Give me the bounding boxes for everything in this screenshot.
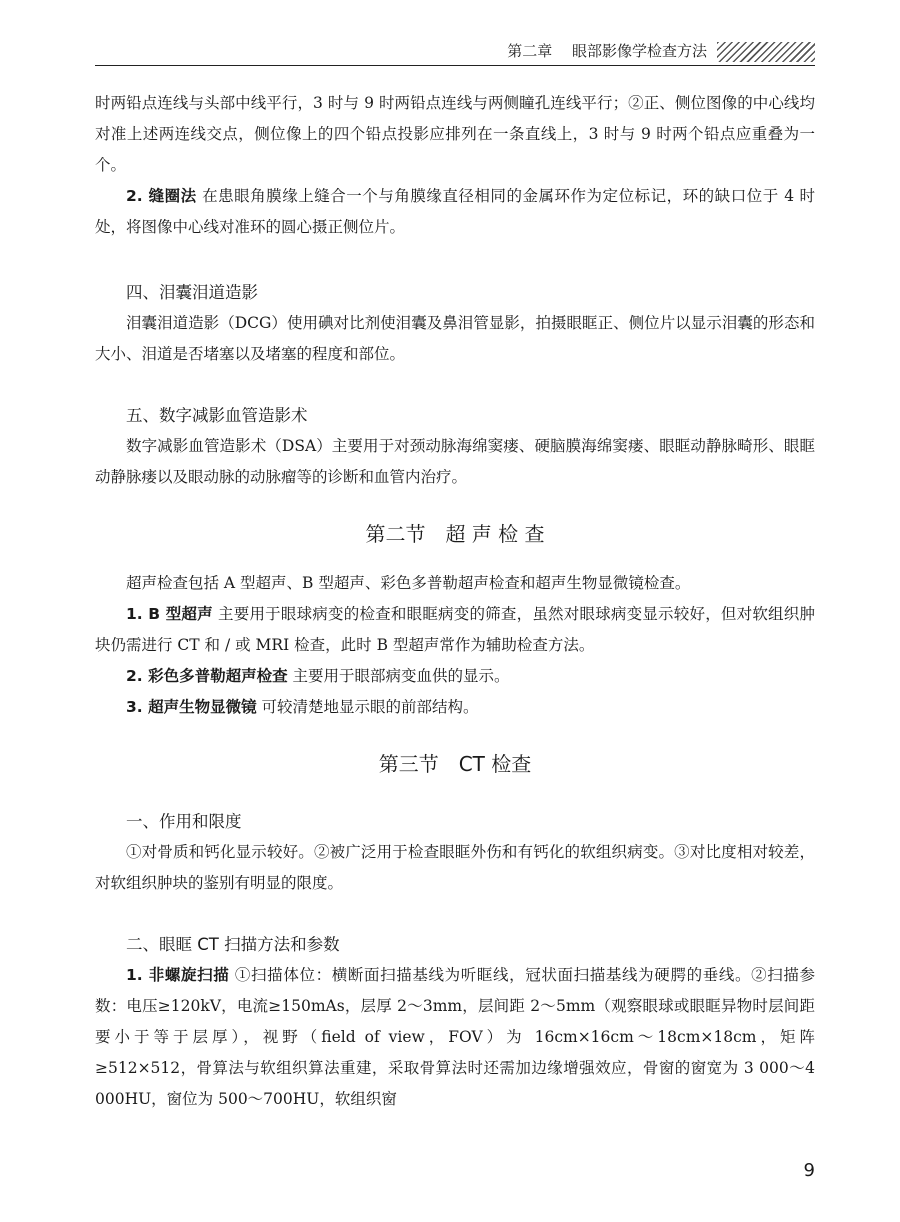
paragraph: 超声检查包括 A 型超声、B 型超声、彩色多普勒超声检查和超声生物显微镜检查。 — [126, 574, 691, 592]
paragraph — [95, 661, 815, 692]
page-body — [95, 88, 815, 1115]
item-text: ①扫描体位：横断面扫描基线为听眶线，冠状面扫描基线为硬腭的垂线。②扫描参数：电压≥120kV，电流≥150mAs，层厚 2～3mm，层间距 2～5mm（观察眼球或眼眶异物时层间距要小于等于层厚），视野（field of view，FOV）为 16cm×16cm～18cm×18cm，矩阵≥512×512，骨算法与软组织算法重建，采取骨算法时还需加边缘增强效应，骨窗的窗宽为 3 000～4 000HU，窗位为 500～700HU，软组织窗 — [95, 966, 815, 1108]
paragraph — [95, 181, 815, 243]
running-header-title — [507, 40, 707, 61]
paragraph: 时两铅点连线与头部中线平行，3 时与 9 时两铅点连线与两侧瞳孔连线平行；②正、侧位图像的中心线均对准上述两连线交点，侧位像上的四个铅点投影应排列在一条直线上，3 时与 9 时两个铅点应重叠为一个。 — [95, 94, 815, 174]
item-label: 1. B 型超声 — [126, 605, 213, 623]
item-label: 2. 彩色多普勒超声检查 — [126, 667, 288, 685]
paragraph — [95, 599, 815, 661]
chapter-label: 第二章 — [507, 42, 553, 60]
page-number: 9 — [803, 1160, 815, 1181]
item-text: 在患眼角膜缘上缝合一个与角膜缘直径相同的金属环作为定位标记，环的缺口位于 4 时处，将图像中心线对准环的圆心摄正侧位片。 — [95, 187, 816, 236]
running-header — [95, 38, 815, 66]
section-heading: 五、数字减影血管造影术 — [126, 406, 308, 425]
chapter-section-title: 第三节 CT 检查 — [378, 752, 532, 776]
paragraph: 泪囊泪道造影（DCG）使用碘对比剂使泪囊及鼻泪管显影，拍摄眼眶正、侧位片以显示泪囊的形态和大小、泪道是否堵塞以及堵塞的程度和部位。 — [95, 314, 815, 363]
item-label: 1. 非螺旋扫描 — [126, 966, 230, 984]
paragraph: 数字减影血管造影术（DSA）主要用于对颈动脉海绵窦瘘、硬脑膜海绵窦瘘、眼眶动静脉畸形、眼眶动静脉瘘以及眼动脉的动脉瘤等的诊断和血管内治疗。 — [95, 437, 815, 486]
chapter-section-title: 第二节 超 声 检 查 — [365, 522, 545, 546]
paragraph — [95, 692, 815, 723]
section-heading: 四、泪囊泪道造影 — [126, 283, 258, 302]
item-text: 主要用于眼部病变血供的显示。 — [292, 667, 510, 685]
section-heading: 二、眼眶 CT 扫描方法和参数 — [126, 935, 340, 954]
item-text: 可较清楚地显示眼的前部结构。 — [261, 698, 479, 716]
chapter-title: 眼部影像学检查方法 — [571, 42, 707, 60]
paragraph: ①对骨质和钙化显示较好。②被广泛用于检查眼眶外伤和有钙化的软组织病变。③对比度相对较差，对软组织肿块的鉴别有明显的限度。 — [95, 843, 815, 892]
item-label: 3. 超声生物显微镜 — [126, 698, 257, 716]
section-heading: 一、作用和限度 — [126, 812, 242, 831]
header-rule — [95, 65, 815, 67]
paragraph — [95, 960, 815, 1115]
header-hatch-decoration — [717, 42, 815, 62]
item-label: 2. 缝圈法 — [126, 187, 197, 205]
item-text: 主要用于眼球病变的检查和眼眶病变的筛查，虽然对眼球病变显示较好，但对软组织肿块仍需进行 CT 和 / 或 MRI 检查，此时 B 型超声常作为辅助检查方法。 — [95, 605, 815, 654]
